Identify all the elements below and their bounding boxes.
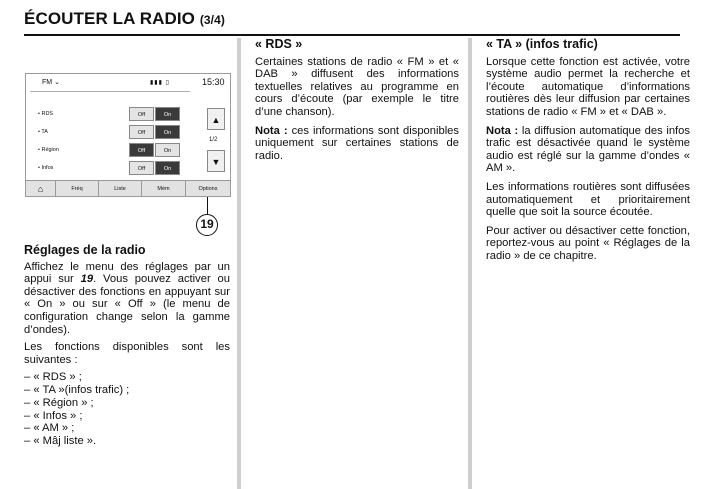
section-heading-settings: Réglages de la radio (24, 243, 146, 257)
ta-paragraph-3: Pour activer ou désactiver cette fonction, reportez-vous au point « Réglages de la radio » de ce chapitre. (486, 224, 690, 262)
list-item: – « Infos » ; (24, 409, 83, 422)
title-rule (24, 34, 680, 36)
option-row-region (38, 143, 198, 158)
left-column (24, 244, 230, 448)
functions-list (24, 371, 230, 448)
page-number: (3/4) (199, 13, 225, 27)
signal-icon: ▮▮▮ ▯ (150, 80, 170, 86)
list-item: – « TA »(infos trafic) ; (24, 384, 130, 397)
off-button: Off (129, 125, 154, 139)
callout-leader (207, 197, 208, 214)
screen-divider (30, 91, 190, 92)
functions-intro: Les fonctions disponibles sont les suivantes : (24, 341, 230, 366)
on-button: On (155, 125, 180, 139)
list-item: – « RDS » ; (24, 371, 82, 384)
list-item: – « Région » ; (24, 396, 94, 409)
band-label: FM (42, 79, 53, 86)
option-label: • Région (38, 147, 59, 153)
off-button: Off (129, 107, 154, 121)
on-button: On (155, 161, 180, 175)
off-button: Off (129, 143, 154, 157)
rds-note: Nota : ces informations sont disponibles uniquement sur certaines stations de radio. (255, 124, 459, 162)
scroll-down-icon: ▼ (207, 150, 225, 172)
option-row-infos (38, 161, 198, 176)
band-selector (42, 78, 60, 86)
clock: 15:30 (202, 77, 225, 87)
page-indicator: 1/2 (209, 137, 218, 143)
freq-button: Fréq (56, 181, 99, 197)
ta-paragraph: Lorsque cette fonction est activée, votre système audio permet la recherche et l’écoute automatique d’informations routières dès leur diffusion par certaines stations de radio « FM » et « DAB ». (486, 55, 690, 118)
list-item: – « Mâj liste ». (24, 435, 97, 448)
home-icon: ⌂ (26, 181, 56, 197)
chevron-down-icon: ⌄ (54, 79, 60, 86)
ta-note: Nota : la diffusion automatique des infos trafic est désactivée quand le système audio est réglé sur la gamme d’ondes « AM ». (486, 124, 690, 175)
column-divider-2 (468, 38, 472, 489)
liste-button: Liste (99, 181, 142, 197)
off-button: Off (129, 161, 154, 175)
settings-paragraph: Affichez le menu des réglages par un appui sur 19. Vous pouvez activer ou désactiver des fonctions en appuyant sur « On » ou sur « Off » (le menu de configuration change selon la gamme d’ondes). (24, 260, 230, 336)
right-column (486, 38, 690, 269)
screen-status-bar (26, 74, 230, 91)
radio-screen-illustration (25, 73, 231, 197)
page-title-text: ÉCOUTER LA RADIO (24, 9, 195, 28)
option-row-rds (38, 107, 198, 122)
options-button: Options (198, 186, 218, 192)
callout-number: 19 (196, 214, 218, 236)
rds-paragraph: Certaines stations de radio « FM » et « DAB » diffusent des informations textuelles relatives au programme en cours d’écoute (par exemple le titre d’une chanson). (255, 55, 459, 118)
section-heading-ta: « TA » (infos trafic) (486, 37, 598, 51)
scroll-up-icon: ▲ (207, 108, 225, 130)
ta-paragraph-2: Les informations routières sont diffusées automatiquement et prioritairement quelle que soit la source écoutée. (486, 180, 690, 219)
option-label: • Infos (38, 165, 54, 171)
mem-button: Mém (142, 181, 186, 197)
on-button: On (155, 107, 180, 121)
middle-column (255, 38, 459, 168)
option-row-ta (38, 125, 198, 140)
callout-reference: 19 (80, 273, 94, 286)
column-divider-1 (237, 38, 241, 489)
section-heading-rds: « RDS » (255, 37, 303, 51)
page-title (24, 9, 225, 29)
screen-bottom-bar (26, 180, 230, 196)
list-item: – « AM » ; (24, 422, 75, 435)
option-label: • RDS (38, 111, 54, 117)
option-label: • TA (38, 129, 48, 135)
on-button: On (155, 143, 180, 157)
